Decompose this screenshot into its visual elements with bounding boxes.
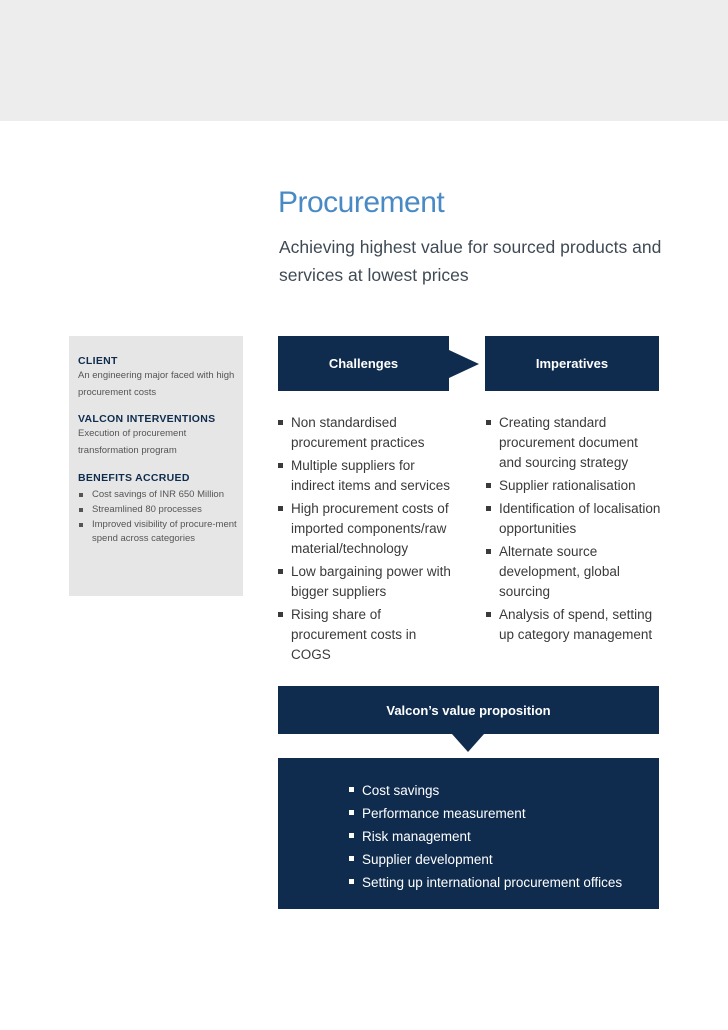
value-proposition-list xyxy=(348,779,622,894)
interventions-text: Execution of procurement transformation program xyxy=(78,428,187,456)
imperative-item: Creating standard procurement document and sourcing strategy xyxy=(485,413,663,473)
value-proposition-heading: Valcon’s value proposition xyxy=(386,702,551,718)
imperatives-heading: Imperatives xyxy=(535,356,609,371)
client-text: An engineering major faced with high procurement costs xyxy=(78,370,235,398)
value-item: Supplier development xyxy=(348,848,622,871)
page-subtitle: Achieving highest value for sourced products and services at lowest prices xyxy=(279,237,662,285)
benefits-heading: BENEFITS ACCRUED xyxy=(78,472,190,484)
imperative-item: Analysis of spend, setting up category management xyxy=(485,605,663,645)
arrow-down-icon xyxy=(452,734,484,752)
client-heading: CLIENT xyxy=(78,355,118,367)
value-item: Setting up international procurement offices xyxy=(348,871,622,894)
value-proposition-header xyxy=(278,686,659,734)
challenge-item: Low bargaining power with bigger suppliers xyxy=(277,562,457,602)
challenges-heading: Challenges xyxy=(328,356,399,371)
challenges-header xyxy=(278,336,449,391)
challenges-list xyxy=(277,413,457,668)
imperatives-header xyxy=(485,336,659,391)
top-band xyxy=(0,0,728,121)
imperative-item: Identification of localisation opportunities xyxy=(485,499,663,539)
interventions-heading: VALCON INTERVENTIONS xyxy=(78,413,216,425)
benefit-item: Cost savings of INR 650 Million xyxy=(78,488,238,503)
challenge-item: Rising share of procurement costs in COGS xyxy=(277,605,457,665)
benefits-list xyxy=(78,488,238,547)
challenge-item: High procurement costs of imported components/raw material/technology xyxy=(277,499,457,559)
value-item: Performance measurement xyxy=(348,802,622,825)
benefit-item: Streamlined 80 processes xyxy=(78,503,238,518)
challenge-item: Non standardised procurement practices xyxy=(277,413,457,453)
value-item: Cost savings xyxy=(348,779,622,802)
imperative-item: Alternate source development, global sourcing xyxy=(485,542,663,602)
benefit-item: Improved visibility of procure-ment spend across categories xyxy=(78,518,238,548)
arrow-right-icon xyxy=(449,350,479,378)
imperatives-list xyxy=(485,413,663,648)
imperative-item: Supplier rationalisation xyxy=(485,476,663,496)
challenge-item: Multiple suppliers for indirect items and services xyxy=(277,456,457,496)
page-title: Procurement xyxy=(278,186,445,219)
value-item: Risk management xyxy=(348,825,622,848)
